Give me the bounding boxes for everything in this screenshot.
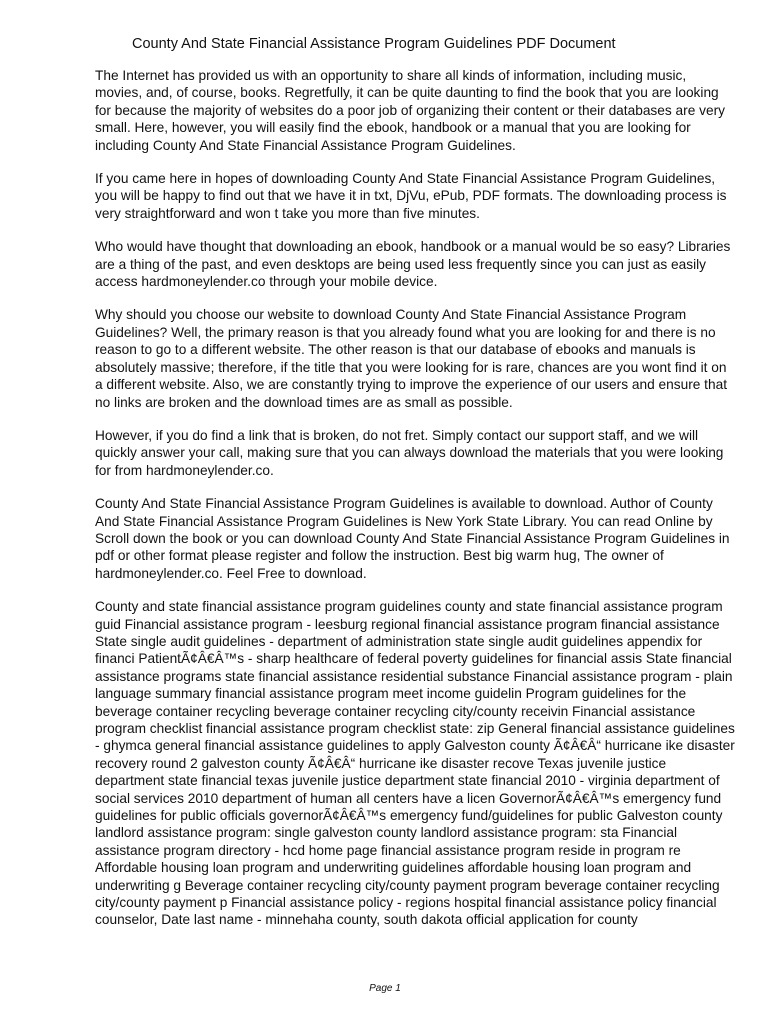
paragraph-availability: County And State Financial Assistance Program Guidelines is available to download. Author of County And State Financial Assistance Program Guidelines is New York State Library. You can read Online by Scroll down the book or you can download County And State Financial Assistance Program Guidelines in pdf or other format please register and follow the instruction. Best big warm hug, The owner of hardmoneylender.co. Feel Free to download. <box>95 496 730 581</box>
document-title: County And State Financial Assistance Program Guidelines PDF Document <box>132 36 616 52</box>
paragraph-broken-links: However, if you do find a link that is broken, do not fret. Simply contact our support staff, and we will quickly answer your call, making sure that you can always download the materials that you were looking for from hardmoneylender.co. <box>95 427 724 478</box>
paragraph-mobile-access: Who would have thought that downloading an ebook, handbook or a manual would be so easy? Libraries are a thing of the past, and even desktops are being used less frequently since you can just as easily access hardmoneylender.co through your mobile device. <box>95 239 731 290</box>
paragraph-why-choose: Why should you choose our website to download County And State Financial Assistance Program Guidelines? Well, the primary reason is that you already found what you are looking for and there is no reason to go to a different website. The other reason is that our database of ebooks and manuals is absolutely massive; therefore, if the title that you were looking for is rare, chances are you wont find it on a different website. Also, we are constantly trying to improve the experience of our users and ensure that no links are broken and the download times are as small as possible. <box>95 307 728 410</box>
page-number: Page 1 <box>369 983 401 994</box>
document-body <box>95 67 735 929</box>
paragraph-related-keywords: County and state financial assistance program guidelines county and state financial assistance program guid Financial assistance program - leesburg regional financial assistance program financial assistance State single audit guidelines - department of administration state single audit guidelines appendix for financi PatientÃ¢Â€Â™s - sharp healthcare of federal poverty guidelines for financial assis State financial assistance programs state financial assistance residential substance Financial assistance program - plain language summary financial assistance program meet income guidelin Program guidelines for the beverage container recycling beverage container recycling city/county receivin Financial assistance program checklist financial assistance program checklist state: zip General financial assistance guidelines - ghymca general financial assistance guidelines to apply Galveston county Ã¢Â€Â“ hurricane ike disaster recovery round 2 galveston county Ã¢Â€Â“ hurricane ike disaster recove Texas juvenile justice department state financial texas juvenile justice department state financial 2010 - virginia department of social services 2010 department of human all centers have a licen GovernorÃ¢Â€Â™s emergency fund guidelines for public officials governorÃ¢Â€Â™s emergency fund/guidelines for public Galveston county landlord assistance program: single galveston county landlord assistance program: sta Financial assistance program directory - hcd home page financial assistance program reside in program re Affordable housing loan program and underwriting guidelines affordable housing loan program and underwriting g Beverage container recycling city/county payment program beverage container recycling city/county payment p Financial assistance policy - regions hospital financial assistance policy financial counselor, Date last name - minnehaha county, south dakota official application for county <box>95 599 735 928</box>
paragraph-intro: The Internet has provided us with an opportunity to share all kinds of information, including music, movies, and, of course, books. Regretfully, it can be quite daunting to find the book that you are looking for because the majority of websites do a poor job of organizing their content or their databases are very small. Here, however, you will easily find the ebook, handbook or a manual that you are looking for including County And State Financial Assistance Program Guidelines. <box>95 68 725 153</box>
paragraph-download-formats: If you came here in hopes of downloading County And State Financial Assistance Program Guidelines, you will be happy to find out that we have it in txt, DjVu, ePub, PDF formats. The downloading process is very straightforward and won t take you more than five minutes. <box>95 171 727 221</box>
